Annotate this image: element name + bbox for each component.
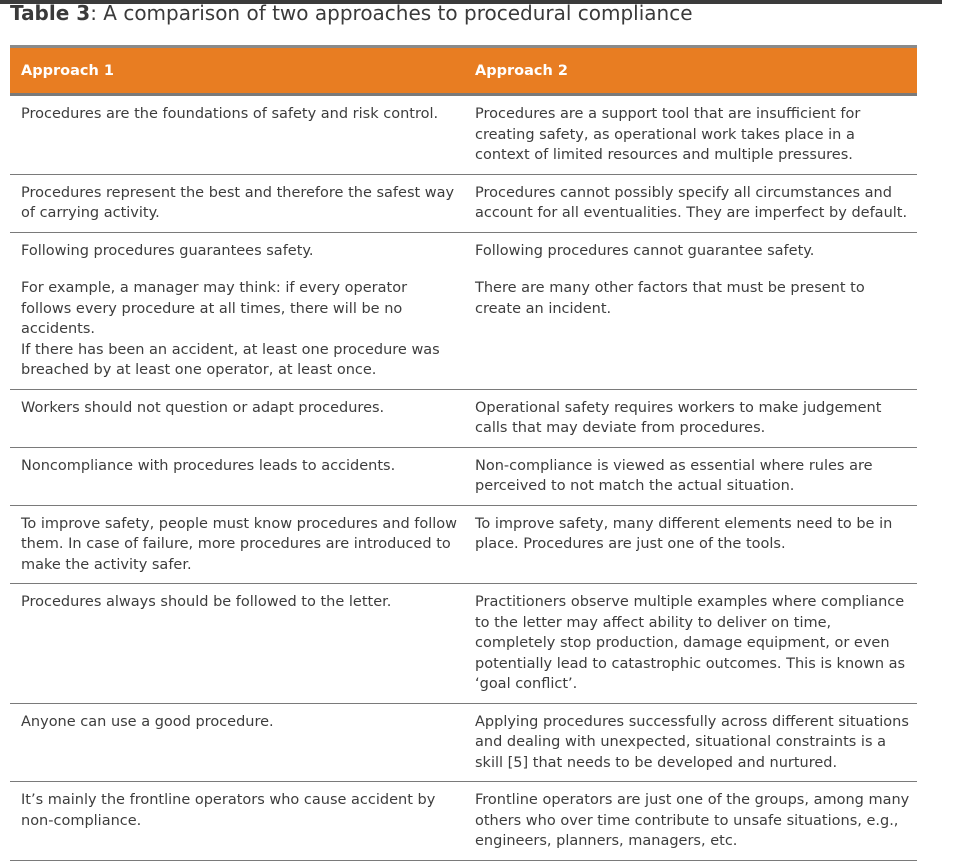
cell-text: Following procedures cannot guarantee safety.: [475, 242, 815, 259]
table-row: [10, 782, 917, 861]
table-row: [10, 584, 917, 704]
caption-label: Table 3: [10, 1, 91, 25]
cell-text: If there has been an accident, at least one procedure was breached by at least one operator, at least once.: [21, 341, 440, 378]
cell-text: It’s mainly the frontline operators who cause accident by non-compliance.: [21, 792, 436, 829]
table-caption: [10, 0, 693, 26]
cell-text: Non-compliance is viewed as essential where rules are perceived to not match the actual situation.: [475, 457, 873, 494]
cell-text: Procedures represent the best and therefore the safest way of carrying activity.: [21, 184, 455, 221]
cell-text: For example, a manager may think: if every operator follows every procedure at all times, there will be no accidents.: [21, 280, 408, 337]
cell-text: Following procedures guarantees safety.: [21, 242, 314, 259]
approach-1-cell: [10, 174, 464, 232]
cell-text: Applying procedures successfully across different situations and dealing with unexpected, situational constraints is a skill [5] that needs to be developed and nurtured.: [475, 713, 909, 771]
cell-text: Noncompliance with procedures leads to accidents.: [21, 457, 396, 474]
table-row: [10, 174, 917, 232]
table-row: [10, 505, 917, 584]
approach-1-cell: [10, 782, 464, 861]
table-body: [10, 95, 917, 861]
approach-1-cell: [10, 703, 464, 782]
table-row: [10, 232, 917, 389]
cell-text: Procedures always should be followed to the letter.: [21, 594, 392, 610]
cell-text: Procedures are the foundations of safety and risk control.: [21, 106, 439, 122]
cell-text: There are many other factors that must be present to create an incident.: [475, 280, 865, 317]
approach-2-cell: [464, 389, 917, 447]
cell-text: Practitioners observe multiple examples where compliance to the letter may affect ability to deliver on time, completely stop production, damage equipment, or even potentially lead to catastrophic outcomes. This is known as ‘goal conflict’.: [475, 594, 906, 692]
cell-text: Operational safety requires workers to make judgement calls that may deviate from procedures.: [475, 399, 882, 436]
approach-1-cell: [10, 389, 464, 447]
approach-2-cell: [464, 174, 917, 232]
cell-text: To improve safety, people must know procedures and follow them. In case of failure, more procedures are introduced to make the activity safer.: [21, 515, 458, 573]
cell-text: Anyone can use a good procedure.: [21, 713, 274, 730]
approach-2-cell: [464, 782, 917, 861]
approach-2-cell: [464, 584, 917, 704]
approach-2-cell: [464, 232, 917, 389]
cell-text: Procedures cannot possibly specify all circumstances and account for all eventualities. They are imperfect by default.: [475, 184, 908, 221]
cell-text: To improve safety, many different elements need to be in place. Procedures are just one of the tools.: [475, 515, 893, 552]
cell-text: Procedures are a support tool that are insufficient for creating safety, as operational work takes place in a context of limited resources and multiple pressures.: [475, 106, 861, 163]
table-row: [10, 389, 917, 447]
caption-text: : A comparison of two approaches to procedural compliance: [90, 1, 693, 25]
comparison-table: [10, 45, 917, 861]
cell-text: Frontline operators are just one of the groups, among many others who over time contribute to unsafe situations, e.g., engineers, planners, managers, etc.: [475, 792, 910, 849]
approach-2-cell: [464, 703, 917, 782]
table-row: [10, 447, 917, 505]
approach-1-cell: [10, 232, 464, 389]
table-row: [10, 703, 917, 782]
approach-2-cell: [464, 505, 917, 584]
approach-1-cell: [10, 584, 464, 704]
approach-1-cell: [10, 505, 464, 584]
cell-text: Workers should not question or adapt procedures.: [21, 399, 385, 416]
header-approach-1: Approach 1: [10, 47, 464, 95]
approach-1-cell: [10, 447, 464, 505]
approach-2-cell: [464, 95, 917, 175]
approach-1-cell: [10, 95, 464, 175]
approach-2-cell: [464, 447, 917, 505]
table-header-row: [10, 47, 917, 95]
header-approach-2: Approach 2: [464, 47, 917, 95]
table-row: [10, 95, 917, 175]
